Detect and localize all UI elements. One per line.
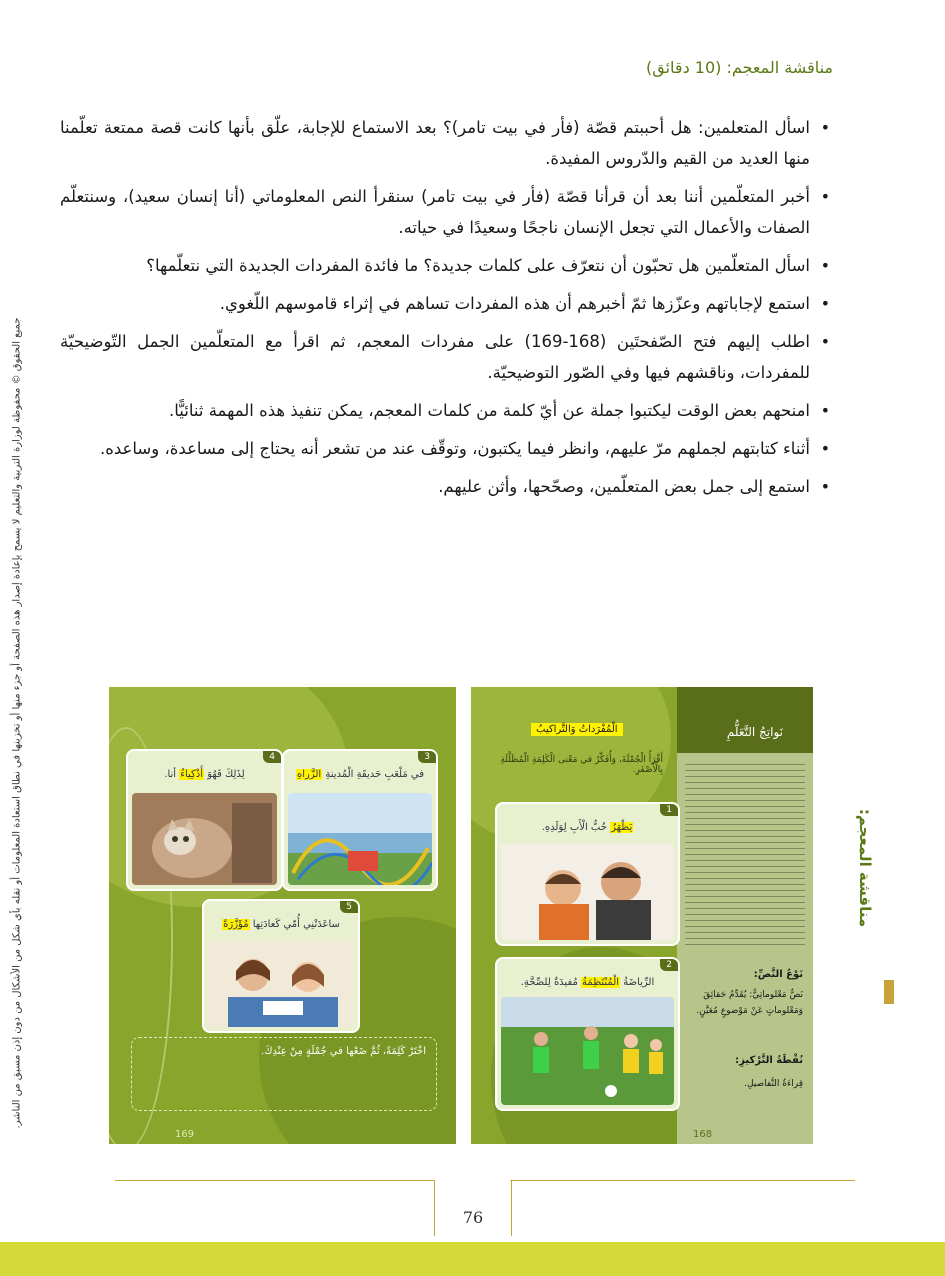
vocab-card	[282, 749, 438, 891]
card-sentence: يَظْهَرُ حُبُّ الْأَبِ لِوَلَدِهِ.	[541, 822, 633, 833]
page-number: 76	[462, 1208, 484, 1227]
list-item: • أثناء كتابتهم لجملهم مرّ عليهم، وانظر فيما يكتبون، وتوقّف عند من تشعر أنه يحتاج إلى مساعدة، وساعده.	[60, 433, 830, 464]
section-heading: مناقشة المعجم: (10 دقائق)	[646, 58, 833, 77]
list-item: • أخبر المتعلّمين أننا بعد أن قرأنا قصّة (فأر في بيت تامر) سنقرأ النص المعلوماتي (أنا إنسان سعيد)، وسنتعلّم الصفات والأعمال التي تجعل الإنسان ناجحًا وسعيدًا في حياته.	[60, 181, 830, 243]
card-number: 5	[340, 901, 358, 913]
football-photo	[501, 997, 674, 1105]
card-sentence: ساعَدَتْنِي أُمّي كَعادَتِها مُؤَزَّرَةً	[223, 919, 340, 930]
vocab-card	[126, 749, 283, 891]
book-page-number: 168	[693, 1129, 713, 1140]
outcomes-text-block	[685, 759, 805, 949]
cat-photo	[132, 793, 277, 885]
list-item: • اطلب إليهم فتح الصّفحتَين (168-169) على مفردات المعجم، ثم اقرأ مع المتعلّمين الجمل التّوضيحيّة للمفردات، وناقشهم فيها وفي الصّور التوضيحيّة.	[60, 326, 830, 388]
bottom-decorative-band	[0, 1242, 945, 1276]
list-item: • امنحهم بعض الوقت ليكتبوا جملة عن أيّ كلمة من كلمات المعجم، يمكن تنفيذ هذه المهمة ثنائيًّا.	[60, 395, 830, 426]
list-item: • استمع إلى جمل بعض المتعلّمين، وصحّحها، وأثن عليهم.	[60, 471, 830, 502]
book-page-number: 169	[175, 1129, 195, 1140]
textbook-page-169	[109, 687, 456, 1144]
card-sentence: الرِّياضَةُ الْمُنْتَظِمَةُ مُفيدَةٌ لِلصِّحَّةِ.	[520, 977, 655, 988]
writing-area	[131, 1037, 437, 1111]
amusement-park-photo	[288, 793, 432, 885]
footer-rule	[510, 1180, 855, 1181]
card-sentence: لِذَلِكَ فَهُوَ أَذْكِياءُ أنا.	[164, 769, 245, 780]
side-accent-bar	[884, 980, 894, 1004]
focus-value: قِراءَةُ التَّفاصيلِ.	[744, 1079, 803, 1089]
write-prompt: اخْتَرْ كَلِمَةً، ثُمَّ ضَعْها في جُمْلَةٍ مِنْ عِنْدِكَ.	[261, 1046, 426, 1057]
card-number: 2	[660, 959, 678, 971]
mother-daughter-photo	[208, 941, 354, 1027]
outcomes-header	[677, 687, 813, 753]
card-number: 1	[660, 804, 678, 816]
copyright-notice: جميع الحقوق © محفوظة لوزارة التربية والتعليم لا يسمح بإعادة إصدار هذه الصفحة أو جزء منها أو تخزينها في نطاق استعادة المعلومات أو نقله بأي شكل من الأشكال من دون إذن مسبق من الناشر.	[11, 317, 23, 1129]
list-item: • اسأل المتعلمين: هل أحببتم قصّة (فأر في بيت تامر)؟ بعد الاستماع للإجابة، علّق بأنها كانت قصة ممتعة تعلّمنا منها العديد من القيم والدّروس المفيدة.	[60, 112, 830, 174]
footer-rule	[115, 1180, 435, 1181]
vocab-card	[495, 802, 680, 946]
vocab-card	[495, 957, 680, 1111]
vocab-instruction: أَقْرَأُ الْجُمْلَةَ، وَأُفَكِّرُ في مَعْنى الْكَلِمَةِ الْمُظَلَّلَةِ بِالْأَصْفَرِ.	[500, 755, 663, 775]
textbook-page-168	[471, 687, 813, 1144]
outcomes-title: نَواتِجُ التَّعَلُّمِ	[726, 725, 783, 739]
text-type-label: نَوْعُ النَّصِّ:	[753, 969, 803, 980]
text-type-value: نَصٌّ مَعْلوماتِيٌّ: يُقَدِّمُ حَقائِقَ وَمَعْلوماتٍ عَنْ مَوْضوعٍ مُعَيَّنٍ.	[696, 990, 803, 1016]
vocab-title: الْمُفْرَداتُ وَالتَّراكيبُ	[531, 723, 623, 736]
side-section-label: مناقشة المعجم:	[856, 808, 874, 928]
card-sentence: في مَلْعَبِ حَديقَةِ الْمُدينةِ الزَّراهِ	[296, 769, 424, 780]
list-item: • استمع لإجاباتهم وعزّزها ثمّ أخبرهم أن هذه المفردات تساهم في إثراء قاموسهم اللّغوي.	[60, 288, 830, 319]
card-number: 4	[263, 751, 281, 763]
vocab-card	[202, 899, 360, 1033]
father-son-photo	[501, 844, 674, 940]
instruction-list	[60, 112, 830, 509]
list-item: • اسأل المتعلّمين هل تحبّون أن نتعرّف على كلمات جديدة؟ ما فائدة المفردات الجديدة التي نتعلّمها؟	[60, 250, 830, 281]
learning-outcomes-panel	[677, 687, 813, 1144]
focus-label: نُقْطَةُ التَّرْكيزِ:	[735, 1055, 803, 1066]
card-number: 3	[418, 751, 436, 763]
